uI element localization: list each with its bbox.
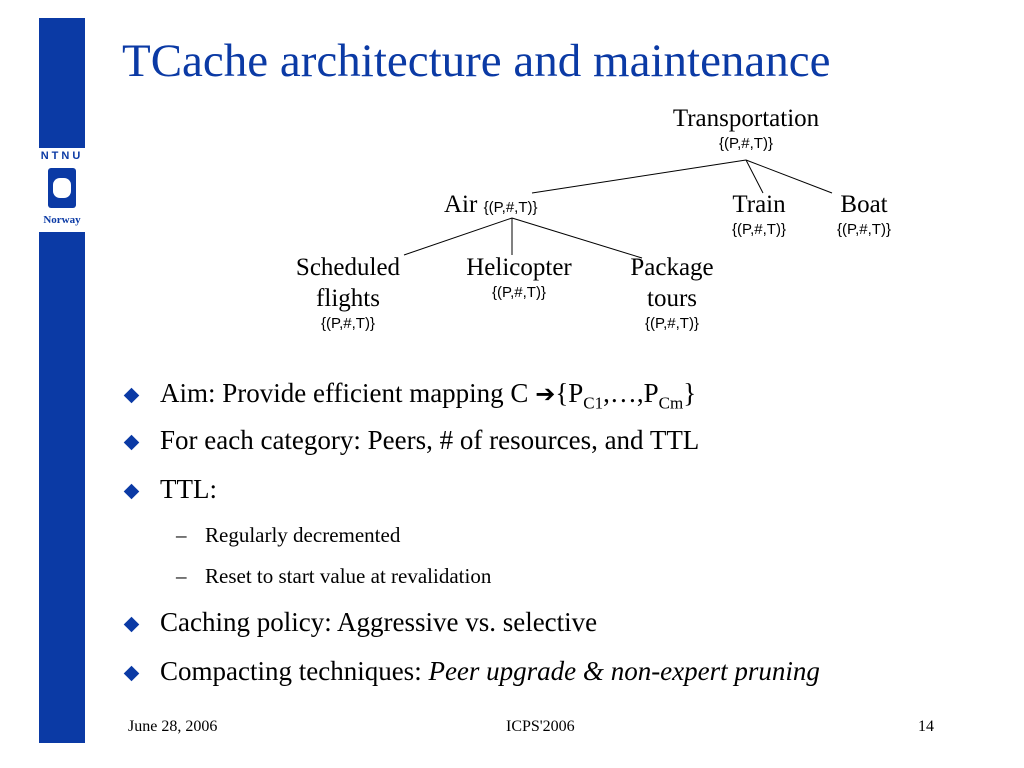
bullet-aim-sub1: C1: [583, 393, 604, 413]
node-air: [444, 189, 538, 220]
node-scheduled-sub: {(P,#,T)}: [321, 315, 375, 332]
bullet-aim: [160, 378, 696, 413]
sub-bullet-reset: Reset to start value at revalidation: [205, 564, 492, 588]
node-boat-sub: {(P,#,T)}: [837, 221, 891, 238]
node-air-sub: {(P,#,T)}: [483, 199, 538, 216]
node-package-line1: Package: [630, 254, 714, 281]
node-air-label: Air: [444, 191, 478, 218]
node-train-label: Train: [732, 191, 786, 218]
arrow-icon: ➔: [535, 380, 556, 408]
slide-title: TCache architecture and maintenance: [122, 35, 831, 87]
node-helicopter-label: Helicopter: [466, 254, 572, 281]
node-boat: [814, 189, 914, 239]
sub-bullet-dash: –: [176, 523, 187, 547]
bullet-aim-set-close: }: [683, 378, 697, 408]
bullet-ttl: TTL:: [160, 474, 217, 504]
bullet-aim-ellipsis: ,…,P: [603, 378, 659, 408]
node-package-tours: [605, 252, 739, 333]
logo-top-text: NTNU: [40, 150, 84, 162]
edge-air-scheduled: [404, 218, 512, 255]
node-scheduled-flights: [272, 252, 424, 333]
footer-date: June 28, 2006: [128, 718, 218, 735]
bullet-aim-set-open: {P: [555, 378, 584, 408]
bullet-caching: Caching policy: Aggressive vs. selective: [160, 607, 598, 637]
bullet-compacting-italic2: non-expert pruning: [610, 656, 820, 686]
bullet-compacting-amp: &: [576, 656, 611, 686]
node-transportation-label: Transportation: [672, 105, 820, 132]
node-transportation-sub: {(P,#,T)}: [719, 135, 773, 152]
footer-venue: ICPS'2006: [506, 718, 575, 735]
node-scheduled-line2: flights: [316, 285, 380, 312]
node-train-sub: {(P,#,T)}: [732, 221, 786, 238]
node-scheduled-line1: Scheduled: [295, 254, 401, 281]
bullet-compacting-italic: Peer upgrade: [428, 656, 577, 686]
bullet-category: For each category: Peers, # of resources, and TTL: [160, 425, 700, 455]
node-package-line2: tours: [647, 285, 697, 312]
sub-bullet-dash: –: [176, 564, 187, 588]
footer-page-number: 14: [918, 718, 934, 735]
logo-bottom-text: Norway: [43, 214, 81, 226]
bullet-aim-sub2: Cm: [658, 393, 684, 413]
sub-bullet-regularly: Regularly decremented: [205, 523, 401, 547]
node-helicopter: [440, 252, 598, 302]
node-transportation: [646, 103, 846, 153]
bullet-compacting-text: Compacting techniques:: [160, 656, 429, 686]
bullet-compacting: [160, 656, 820, 687]
bullet-aim-text: Aim: Provide efficient mapping C: [160, 378, 536, 408]
node-helicopter-sub: {(P,#,T)}: [492, 284, 546, 301]
node-package-sub: {(P,#,T)}: [645, 315, 699, 332]
node-train: [709, 189, 809, 239]
node-boat-label: Boat: [840, 191, 888, 218]
